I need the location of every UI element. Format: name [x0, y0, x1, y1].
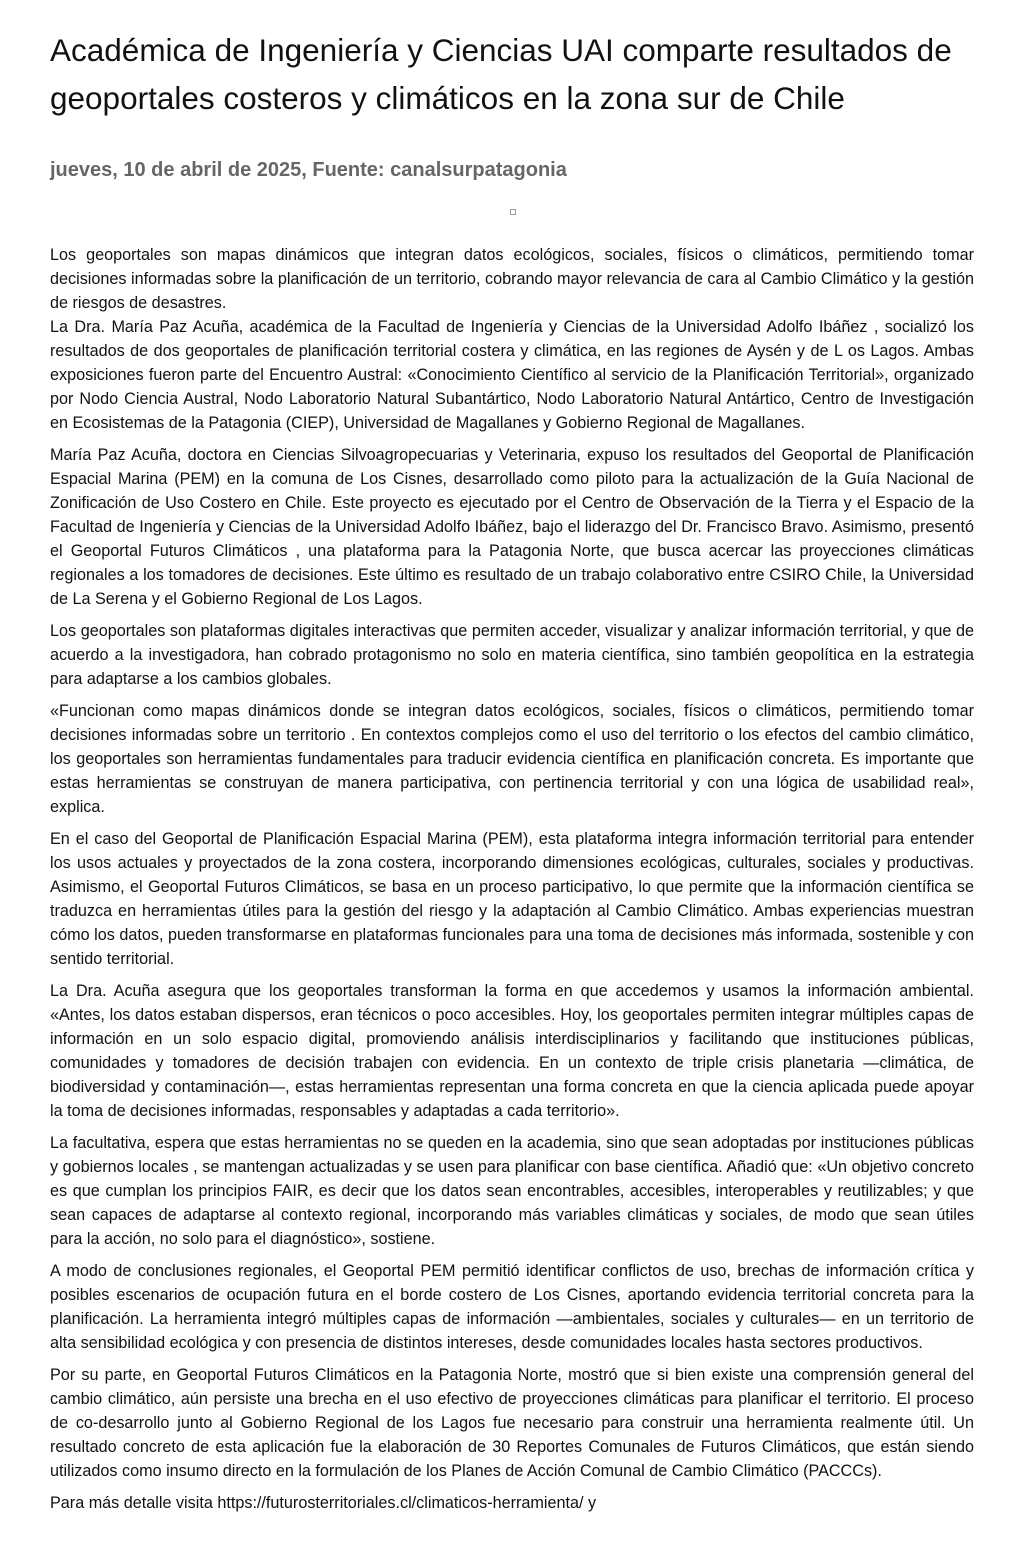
article-paragraph: María Paz Acuña, doctora en Ciencias Silvoagropecuarias y Veterinaria, expuso los resultados del Geoportal de Planificación Espacial Marina (PEM) en la comuna de Los Cisnes, desarrollado como piloto para la actualización de la Guía Nacional de Zonificación de Uso Costero en Chile. Este proyecto es ejecutado por el Centro de Observación de la Tierra y el Espacio de la Facultad de Ingeniería y Ciencias de la Universidad Adolfo Ibáñez, bajo el liderazgo del Dr. Francisco Bravo. Asimismo, presentó el Geoportal Futuros Climáticos , una plataforma para la Patagonia Norte, que busca acercar las proyecciones climáticas regionales a los tomadores de decisiones. Este último es resultado de un trabajo colaborativo entre CSIRO Chile, la Universidad de La Serena y el Gobierno Regional de Los Lagos. [50, 446, 974, 608]
article-title: Académica de Ingeniería y Ciencias UAI comparte resultados de geoportales costeros y climáticos en la zona sur de Chile [50, 32, 952, 116]
broken-image-icon [510, 209, 516, 215]
article-image [50, 207, 974, 221]
article-paragraph: Por su parte, en Geoportal Futuros Climáticos en la Patagonia Norte, mostró que si bien existe una comprensión general del cambio climático, aún persiste una brecha en el uso efectivo de proyecciones climáticas para planificar el territorio. El proceso de co-desarrollo junto al Gobierno Regional de los Lagos fue necesario para construir una herramienta realmente útil. Un resultado concreto de esta aplicación fue la elaboración de 30 Reportes Comunales de Futuros Climáticos, que están siendo utilizados como insumo directo en la formulación de los Planes de Acción Comunal de Cambio Climático (PACCCs). [50, 1366, 974, 1480]
article-paragraph: En el caso del Geoportal de Planificación Espacial Marina (PEM), esta plataforma integra información territorial para entender los usos actuales y proyectados de la zona costera, incorporando dimensiones ecológicas, culturales, sociales y productivas. Asimismo, el Geoportal Futuros Climáticos, se basa en un proceso participativo, lo que permite que la información científica se traduzca en herramientas útiles para la gestión del riesgo y la adaptación al Cambio Climático. Ambas experiencias muestran cómo los datos, pueden transformarse en plataformas funcionales para una toma de decisiones más informada, sostenible y con sentido territorial. [50, 830, 974, 968]
article-date-source: jueves, 10 de abril de 2025, Fuente: canalsurpatagonia [50, 159, 567, 181]
article-paragraph: A modo de conclusiones regionales, el Geoportal PEM permitió identificar conflictos de uso, brechas de información crítica y posibles escenarios de ocupación futura en el borde costero de Los Cisnes, aportando evidencia territorial concreta para la planificación. La herramienta integró múltiples capas de información —ambientales, sociales y culturales— en un territorio de alta sensibilidad ecológica y con presencia de distintos intereses, desde comunidades locales hasta sectores productivos. [50, 1262, 974, 1352]
article-paragraph: Los geoportales son plataformas digitales interactivas que permiten acceder, visualizar y analizar información territorial, y que de acuerdo a la investigadora, han cobrado protagonismo no solo en materia científica, sino también geopolítica en la estrategia para adaptarse a los cambios globales. [50, 622, 974, 688]
article-body [50, 243, 974, 1515]
article-paragraph: La Dra. María Paz Acuña, académica de la Facultad de Ingeniería y Ciencias de la Universidad Adolfo Ibáñez , socializó los resultados de dos geoportales de planificación territorial costera y climática, en las regiones de Aysén y de L os Lagos. Ambas exposiciones fueron parte del Encuentro Austral: «Conocimiento Científico al servicio de la Planificación Territorial», organizado por Nodo Ciencia Austral, Nodo Laboratorio Natural Subantártico, Nodo Laboratorio Natural Antártico, Centro de Investigación en Ecosistemas de la Patagonia (CIEP), Universidad de Magallanes y Gobierno Regional de Magallanes. [50, 318, 974, 432]
article-paragraph: Los geoportales son mapas dinámicos que integran datos ecológicos, sociales, físicos o climáticos, permitiendo tomar decisiones informadas sobre la planificación de un territorio, cobrando mayor relevancia de cara al Cambio Climático y la gestión de riesgos de desastres. [50, 246, 974, 312]
article-paragraph: La facultativa, espera que estas herramientas no se queden en la academia, sino que sean adoptadas por instituciones públicas y gobiernos locales , se mantengan actualizadas y se usen para planificar con base científica. Añadió que: «Un objetivo concreto es que cumplan los principios FAIR, es decir que los datos sean encontrables, accesibles, interoperables y reutilizables; y que sean capaces de adaptarse al contexto regional, incorporando más variables climáticas y sociales, de modo que sean útiles para la acción, no solo para el diagnóstico», sostiene. [50, 1134, 974, 1248]
article-paragraph: «Funcionan como mapas dinámicos donde se integran datos ecológicos, sociales, físicos o climáticos, permitiendo tomar decisiones informadas sobre un territorio . En contextos complejos como el uso del territorio o los efectos del cambio climático, los geoportales son herramientas fundamentales para traducir evidencia científica en planificación concreta. Es importante que estas herramientas se construyan de manera participativa, con pertinencia territorial y con una lógica de usabilidad real», explica. [50, 702, 974, 816]
article-paragraph: La Dra. Acuña asegura que los geoportales transforman la forma en que accedemos y usamos la información ambiental. «Antes, los datos estaban dispersos, eran técnicos o poco accesibles. Hoy, los geoportales permiten integrar múltiples capas de información en un solo espacio digital, promoviendo análisis interdisciplinarios y facilitando que instituciones públicas, comunidades y tomadores de decisión trabajen con evidencia. En un contexto de triple crisis planetaria —climática, de biodiversidad y contaminación—, estas herramientas representan una forma concreta en que la ciencia aplicada puede apoyar la toma de decisiones informadas, responsables y adaptadas a cada territorio». [50, 982, 974, 1120]
article-paragraph: Para más detalle visita https://futurosterritoriales.cl/climaticos-herramienta/ y [50, 1494, 597, 1512]
